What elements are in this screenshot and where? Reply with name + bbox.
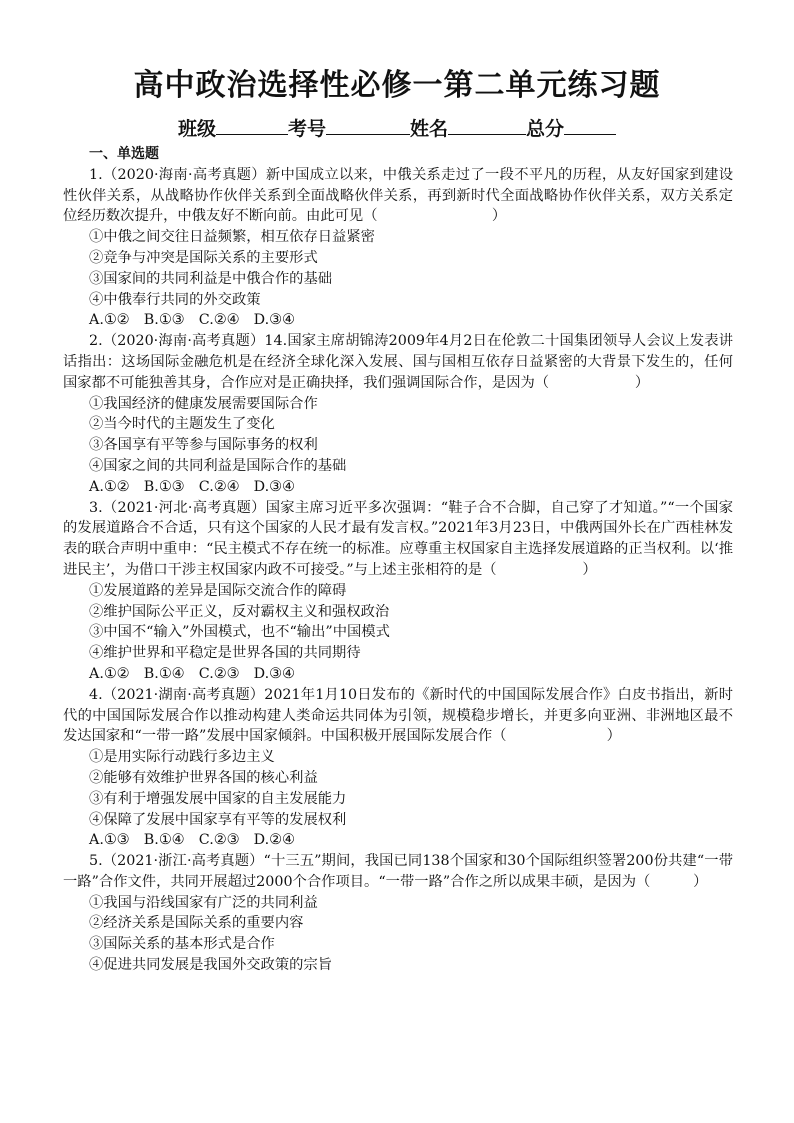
option-4: ④保障了发展中国家享有平等的发展权利 xyxy=(89,811,347,828)
question-stem: 2.（2020·海南·高考真题）14.国家主席胡锦涛2009年4月2日在伦敦二十国集团领导人会议上发表讲话指出：这场国际金融危机是在经济全球化深入发展、国与国相互依存日益紧密的大背景下发生的，任何国家都不可能独善其身，合作应对是正确抉择，我们强调国际合作，是因为（ ） xyxy=(63,333,733,391)
question-3 xyxy=(63,498,733,685)
exam-no-label: 考号 xyxy=(287,118,326,140)
question-list xyxy=(63,144,733,976)
option-1: ①中俄之间交往日益频繁，相互依存日益紧密 xyxy=(89,229,375,246)
option-2: ②能够有效维护世界各国的核心利益 xyxy=(89,769,318,786)
question-4 xyxy=(63,685,733,851)
question-stem: 5.（2021·浙江·高考真题）“十三五”期间，我国已同138个国家和30个国际组织签署200份共建“一带一路”合作文件，共同开展超过2000个合作项目。“一带一路”合作之所以成果丰硕，是因为（ ） xyxy=(63,853,733,890)
option-3: ③各国享有平等参与国际事务的权利 xyxy=(89,437,318,454)
question-stem: 1.（2020·海南·高考真题）新中国成立以来，中俄关系走过了一段不平凡的历程，从友好国家到建设性伙伴关系，从战略协作伙伴关系到全面战略伙伴关系，再到新时代全面战略协作伙伴关系，双方关系定位经历数次提升，中俄友好不断向前。由此可见（ ） xyxy=(63,166,733,225)
option-4: ④中俄奉行共同的外交政策 xyxy=(89,291,261,308)
option-4: ④国家之间的共同利益是国际合作的基础 xyxy=(89,457,347,474)
option-1: ①我国与沿线国家有广泛的共同利益 xyxy=(89,894,318,911)
answer-choices: A.①② B.①③ C.②④ D.③④ xyxy=(89,312,295,329)
student-info-line xyxy=(0,114,794,141)
score-blank[interactable] xyxy=(564,116,616,135)
option-1: ①发展道路的差异是国际交流合作的障碍 xyxy=(89,582,347,599)
name-label: 姓名 xyxy=(410,118,449,140)
option-2: ②维护国际公平正义，反对霸权主义和强权政治 xyxy=(89,603,390,620)
question-1 xyxy=(63,165,733,331)
score-label: 总分 xyxy=(526,118,565,140)
option-3: ③有利于增强发展中国家的自主发展能力 xyxy=(89,790,347,807)
question-2 xyxy=(63,331,733,497)
answer-choices: A.①② B.①③ C.②④ D.③④ xyxy=(89,478,295,495)
class-blank[interactable] xyxy=(216,116,288,135)
option-1: ①是用实际行动践行多边主义 xyxy=(89,749,275,766)
question-5 xyxy=(63,851,733,976)
question-stem: 4.（2021·湖南·高考真题）2021年1月10日发布的《新时代的中国国际发展合作》白皮书指出，新时代的中国国际发展合作以推动构建人类命运共同体为引领，规模稳步增长，并更多向亚洲、非洲地区最不发达国家和“一带一路”发展中国家倾斜。中国积极开展国际发展合作（ ） xyxy=(63,686,733,745)
question-stem: 3.（2021·河北·高考真题）国家主席习近平多次强调：“鞋子合不合脚，自己穿了才知道。”“一个国家的发展道路合不合适，只有这个国家的人民才最有发言权。”2021年3月23日，中俄两国外长在广西桂林发表的联合声明中重申：“民主模式不存在统一的标准。应尊重主权国家自主选择发展道路的正当权利。以‘推进民主’，为借口干涉主权国家内政不可接受。”与上述主张相符的是（ ） xyxy=(63,499,733,578)
option-4: ④促进共同发展是我国外交政策的宗旨 xyxy=(89,957,333,974)
option-2: ②经济关系是国际关系的重要内容 xyxy=(89,915,304,932)
answer-choices: A.①② B.①④ C.②③ D.③④ xyxy=(89,665,295,682)
option-3: ③国家间的共同利益是中俄合作的基础 xyxy=(89,270,333,287)
exam-no-blank[interactable] xyxy=(326,116,410,135)
option-1: ①我国经济的健康发展需要国际合作 xyxy=(89,395,318,412)
option-3: ③国际关系的基本形式是合作 xyxy=(89,936,275,953)
option-2: ②当今时代的主题发生了变化 xyxy=(89,416,275,433)
page-title: 高中政治选择性必修一第二单元练习题 xyxy=(133,68,661,103)
option-2: ②竞争与冲突是国际关系的主要形式 xyxy=(89,249,318,266)
option-3: ③中国不“输入”外国模式，也不“输出”中国模式 xyxy=(89,624,390,641)
option-4: ④维护世界和平稳定是世界各国的共同期待 xyxy=(89,645,361,662)
class-label: 班级 xyxy=(177,118,216,140)
answer-choices: A.①③ B.①④ C.②③ D.②④ xyxy=(89,832,295,849)
name-blank[interactable] xyxy=(448,116,526,135)
section-heading: 一、单选题 xyxy=(89,146,159,162)
